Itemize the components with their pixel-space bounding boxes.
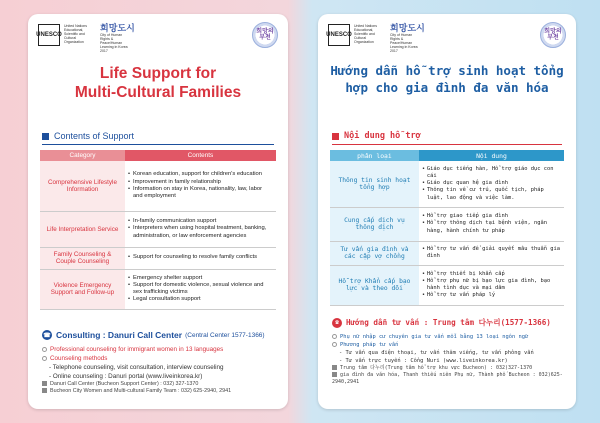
table-header-row <box>40 150 276 161</box>
hope-line: Rights & Peace/Human <box>100 37 123 45</box>
table-row <box>40 161 276 211</box>
hope-city-sub <box>100 33 136 53</box>
list-item: • Hỗ trợ giao tiếp gia đình <box>422 213 561 220</box>
bucheon-badge-icon: 희망의 부천 <box>252 22 278 48</box>
list-item: • Giáo dục tiếng hàn, Hỗ trợ giáo dục con cái <box>422 166 561 180</box>
table-row <box>330 265 564 305</box>
table-row <box>330 241 564 265</box>
section-title: Contents of Support <box>54 131 135 141</box>
title-line: Hướng dẫn hỗ trợ sinh hoạt tổng <box>330 63 564 78</box>
list-item: • Support for counseling to resolve family conflicts <box>128 254 273 261</box>
hope-line: City of Human <box>100 33 123 37</box>
detail-text: Counseling methods <box>50 355 108 362</box>
square-bullet-icon <box>42 133 49 140</box>
category-cell: Comprehensive Lifestyle Information <box>40 161 125 211</box>
table-row <box>40 269 276 309</box>
category-cell: Cung cấp dịch vụ thông dịch <box>330 207 419 241</box>
phone-icon: ☎ <box>42 330 52 340</box>
column-header: phân loại <box>330 150 419 161</box>
list-item: • Information on stay in Korea, nationality, law, labor and employment <box>128 186 273 200</box>
logo-group <box>38 24 136 53</box>
section-heading <box>42 131 134 141</box>
contents-cell <box>125 269 276 309</box>
circle-bullet-icon <box>332 342 337 347</box>
consulting-heading <box>42 330 278 340</box>
consulting-section <box>42 330 278 395</box>
square-bullet-icon <box>332 133 339 140</box>
list-item: • Thông tin về cư trú, quốc tịch, pháp luật, lao động và việc làm. <box>422 187 561 201</box>
contents-cell <box>125 211 276 247</box>
hope-city-logo <box>100 24 136 53</box>
title-line: Multi-Cultural Families <box>74 84 242 101</box>
circle-bullet-icon <box>42 356 47 361</box>
category-cell: Family Counseling & Couple Counseling <box>40 247 125 269</box>
section-heading <box>332 131 421 141</box>
detail-line <box>42 345 278 354</box>
category-cell: Tư vấn gia đình và các cặp vợ chồng <box>330 241 419 265</box>
list-item: • Hỗ trợ phụ nữ bị bạo lực gia đình, bạo hành tình dục và mại dâm <box>422 278 561 292</box>
consulting-section <box>332 317 566 386</box>
table-row <box>40 247 276 269</box>
table-row <box>330 161 564 207</box>
title-line: Life Support for <box>99 65 217 82</box>
support-table <box>330 150 564 306</box>
english-card <box>28 14 288 409</box>
consulting-details <box>332 333 566 386</box>
list-item: • Hỗ trợ thông dịch tại bệnh viện, ngân hàng, hành chính tư pháp <box>422 220 561 234</box>
consulting-title: Consulting : Danuri Call Center <box>56 330 183 340</box>
detail-text: Danuri Call Center (Bucheon Support Center) : 032) 327-1370 <box>50 381 199 387</box>
divider <box>42 144 274 145</box>
column-header: Nội dung <box>419 150 564 161</box>
contents-cell <box>419 207 564 241</box>
logo-group <box>328 24 426 53</box>
square-bullet-icon <box>332 365 337 370</box>
contents-cell <box>419 241 564 265</box>
list-item: • Legal consultation support <box>128 296 273 303</box>
hope-line: Learning in Korea 2017 <box>100 45 128 53</box>
contents-cell <box>125 247 276 269</box>
detail-text: Bucheon City Women and Multi-cultural Family Team : 032) 625-2940, 2941 <box>50 388 232 394</box>
table-row <box>40 211 276 247</box>
unesco-line: Cultural Organization <box>354 36 374 44</box>
category-cell: Violence Emergency Support and Follow-up <box>40 269 125 309</box>
hope-line: Learning in Korea 2017 <box>390 45 418 53</box>
detail-line <box>42 388 278 395</box>
unesco-line: United Nations <box>64 24 87 28</box>
category-cell: Life Interpretation Service <box>40 211 125 247</box>
circle-bullet-icon <box>332 334 337 339</box>
consulting-heading <box>332 317 566 328</box>
list-item: • Support for domestic violence, sexual violence and sex trafficking victims <box>128 282 273 296</box>
consulting-title: Hướng dẫn tư vấn : Trung tâm 다누리(1577-1366) <box>346 318 551 327</box>
detail-line <box>42 354 278 363</box>
unesco-text <box>64 24 96 44</box>
list-item: • Interpreters when using hospital treatment, banking, administration, or law enforcement agencies <box>128 225 273 239</box>
page-title <box>318 62 576 96</box>
detail-text: Professional counseling for immigrant women in 13 languages <box>50 346 224 353</box>
consulting-details <box>42 345 278 395</box>
list-item: • Hỗ trợ thiết bị khẩn cấp <box>422 271 561 278</box>
detail-line <box>42 381 278 388</box>
detail-text: Phương pháp tư vấn <box>340 342 399 348</box>
column-header: Contents <box>125 150 276 161</box>
list-item: • Emergency shelter support <box>128 275 273 282</box>
hope-city-text: 희망도시 <box>100 23 135 33</box>
list-item: • Hỗ trợ tư vấn để giải quyết mâu thuẫn gia đình <box>422 246 561 260</box>
category-cell: Thông tin sinh hoạt tổng hợp <box>330 161 419 207</box>
contents-cell <box>419 265 564 305</box>
detail-line <box>332 365 566 372</box>
list-item: • Korean education, support for children's education <box>128 171 273 178</box>
square-bullet-icon <box>42 381 47 386</box>
unesco-line: Educational, Scientific and <box>64 28 85 36</box>
circle-bullet-icon <box>42 347 47 352</box>
page-title <box>28 64 288 102</box>
detail-line <box>332 333 566 341</box>
divider <box>332 144 562 145</box>
detail-line <box>332 372 566 386</box>
unesco-line: Cultural Organization <box>64 36 84 44</box>
unesco-line: United Nations <box>354 24 377 28</box>
square-bullet-icon <box>42 388 47 393</box>
hope-city-logo <box>390 24 426 53</box>
detail-line <box>332 341 566 349</box>
detail-text: Trung tâm 다누리(Trung tâm hỗ trợ khu vực Bucheon) : 032)327-1370 <box>340 365 533 371</box>
hope-line: Rights & Peace/Human <box>390 37 413 45</box>
square-bullet-icon <box>332 372 337 377</box>
unesco-line: Educational, Scientific and <box>354 28 375 36</box>
list-item: • Giáo dục quan hệ gia đình <box>422 180 561 187</box>
detail-line: - Tư vấn trực tuyến : Cổng Nuri (www.liveinkorea.kr) <box>339 358 508 364</box>
section-title: Nội dung hỗ trợ <box>344 131 421 141</box>
detail-text: gia đình đa văn hóa, Thanh thiếu niên Phụ nữ, Thành phố Bucheon : 032)625-2940,2941 <box>332 372 563 385</box>
vietnamese-card <box>318 14 576 409</box>
detail-line: - Online counseling : Danuri portal (www.liveinkorea.kr) <box>49 373 203 380</box>
detail-line: - Telephone counseling, visit consultation, interview counseling <box>49 364 224 371</box>
hope-city-sub <box>390 33 426 53</box>
unesco-logo: UNESCO <box>328 24 350 46</box>
contents-cell <box>419 161 564 207</box>
list-item: • In-family communication support <box>128 218 273 225</box>
table-header-row <box>330 150 564 161</box>
support-table <box>40 150 276 310</box>
title-line: hợp cho gia đình đa văn hóa <box>345 80 549 95</box>
list-item: • Improvement in family relationship <box>128 179 273 186</box>
contents-cell <box>125 161 276 211</box>
detail-text: Phụ nữ nhập cư chuyên gia tư vấn mỗi bằng 13 loại ngôn ngữ <box>340 334 529 340</box>
detail-line: - Tư vấn qua điện thoại, tư vấn thăm viếng, tư vấn phỏng vấn <box>339 350 534 356</box>
phone-icon: ☎ <box>332 318 342 328</box>
unesco-logo: UNESCO <box>38 24 60 46</box>
list-item: • Hỗ trợ tư vấn pháp lý <box>422 292 561 299</box>
bucheon-badge-icon: 희망의 부천 <box>540 22 566 48</box>
hope-city-text: 희망도시 <box>390 23 425 33</box>
category-cell: Hỗ trợ Khẩn cấp bạo lực và theo dõi <box>330 265 419 305</box>
table-row <box>330 207 564 241</box>
consulting-subtitle: (Central Center 1577-1366) <box>185 331 265 339</box>
column-header: Category <box>40 150 125 161</box>
unesco-text <box>354 24 386 44</box>
hope-line: City of Human <box>390 33 413 37</box>
